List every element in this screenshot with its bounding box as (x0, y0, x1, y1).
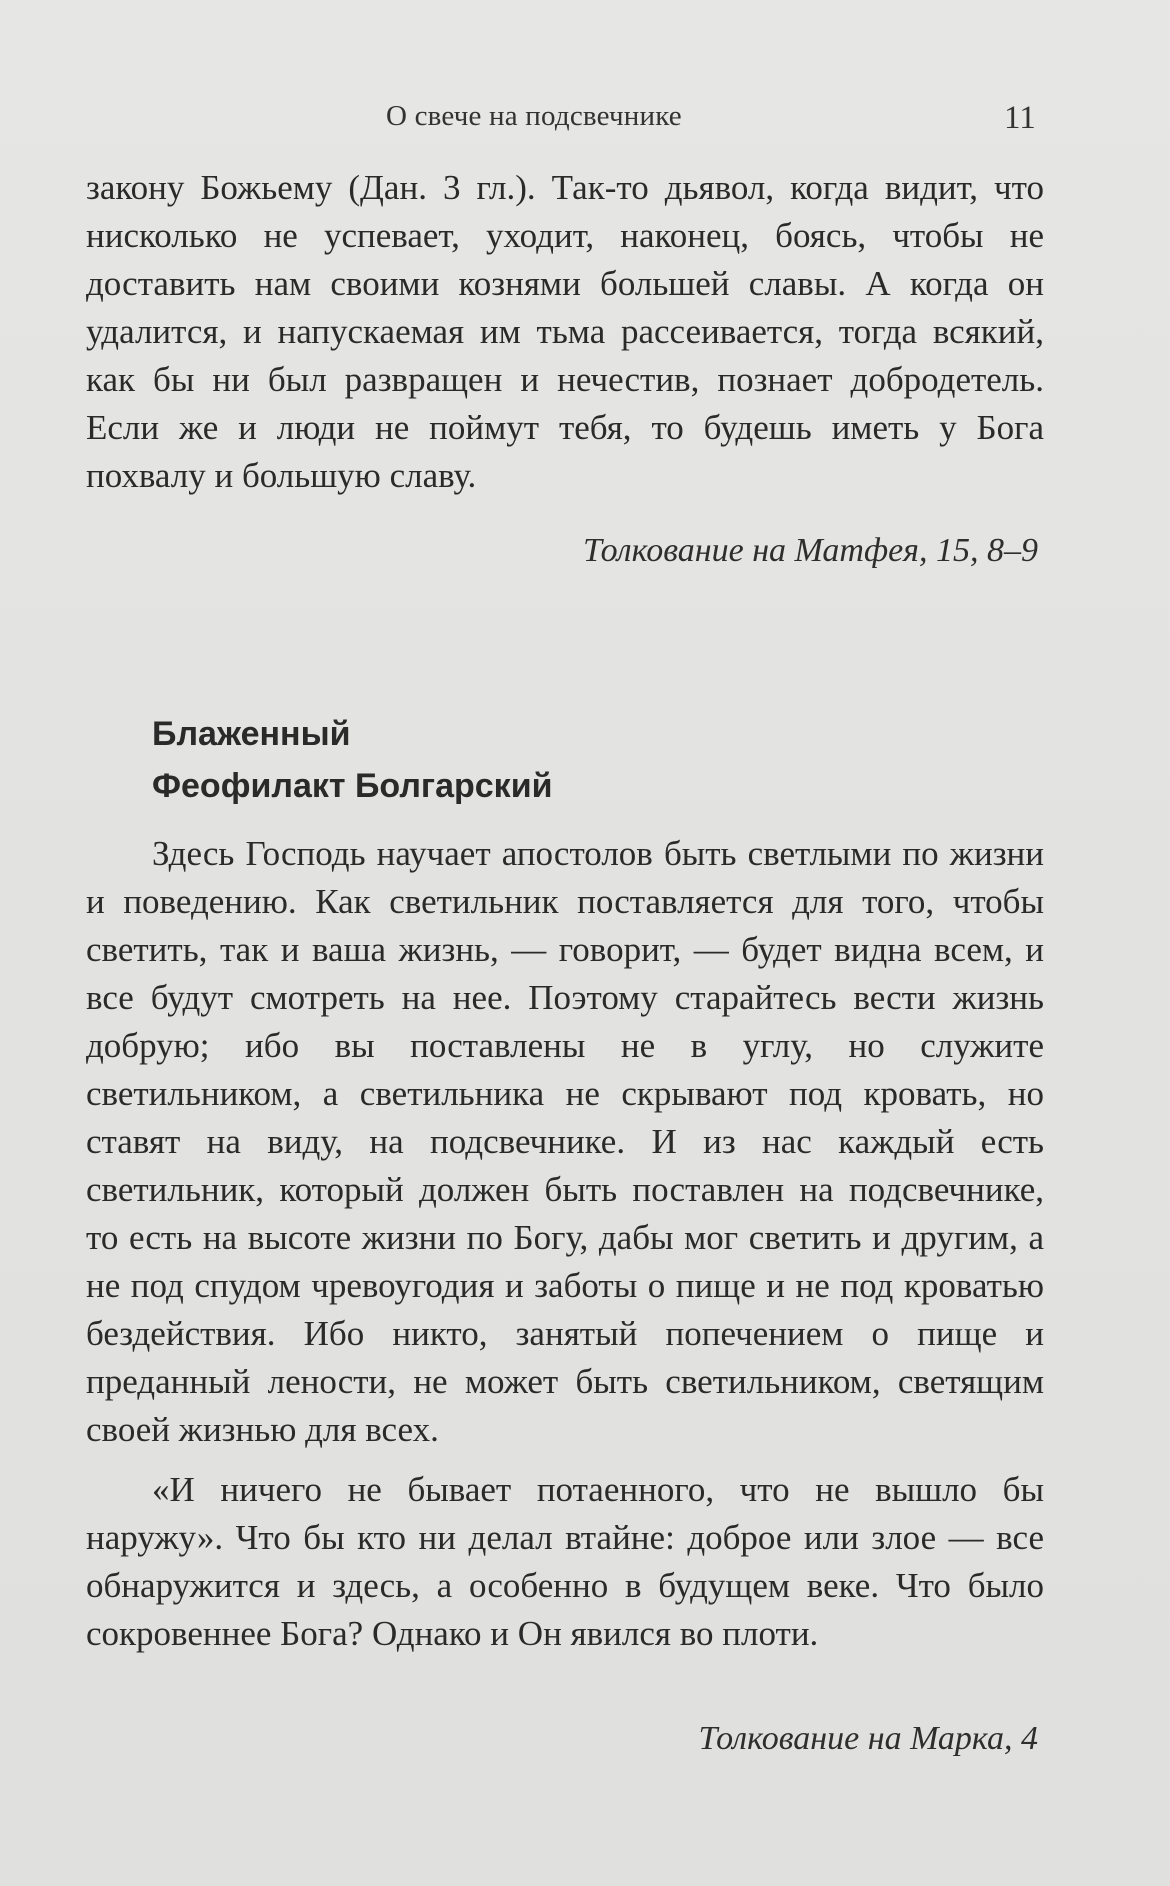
section1-text (86, 164, 1044, 500)
section2-heading (152, 708, 553, 812)
section2-paragraph-2: «И ничего не бывает потаенного, что не вышло бы наружу». Что бы кто ни делал втайне: доброе или злое — все обнаружится и здесь, а особенно в будущем веке. Что было сокровеннее Бога? Однако и Он явился во плоти. (86, 1470, 1044, 1653)
page-number: 11 (1004, 100, 1036, 136)
section2-heading-line1: Блаженный (152, 715, 351, 753)
section2-source-citation: Толкование на Марка, 4 (698, 1720, 1038, 1757)
running-head-title: О свече на подсвечнике (386, 100, 682, 132)
section2-heading-line2: Феофилакт Болгарский (152, 767, 553, 805)
section1-source-citation: Толкование на Матфея, 15, 8–9 (582, 532, 1038, 569)
section1-paragraph: закону Божьему (Дан. 3 гл.). Так-то дьявол, когда видит, что нисколько не успевает, уходит, наконец, боясь, чтобы не доставить нам своими кознями большей славы. А когда он удалится, и напускаемая им тьма рассеивается, тогда всякий, как бы ни был развращен и нечестив, познает добродетель. Если же и люди не поймут тебя, то будешь иметь у Бога похвалу и большую славу. (86, 168, 1044, 495)
section2-text (86, 830, 1044, 1658)
section2-paragraph-1: Здесь Господь научает апостолов быть светлыми по жизни и поведению. Как светильник поставляется для того, чтобы светить, так и ваша жизнь, — говорит, — будет видна всем, и все будут смотреть на нее. Поэтому старайтесь вести жизнь добрую; ибо вы поставлены не в углу, но служите светильником, а светильника не скрывают под кровать, но ставят на виду, на подсвечнике. И из нас каждый есть светильник, который должен быть поставлен на подсвечнике, то есть на высоте жизни по Богу, дабы мог светить и другим, а не под спудом чревоугодия и заботы о пище и не под кроватью бездействия. Ибо никто, занятый попечением о пище и преданный лености, не может быть светильником, светящим своей жизнью для всех. (86, 834, 1044, 1449)
